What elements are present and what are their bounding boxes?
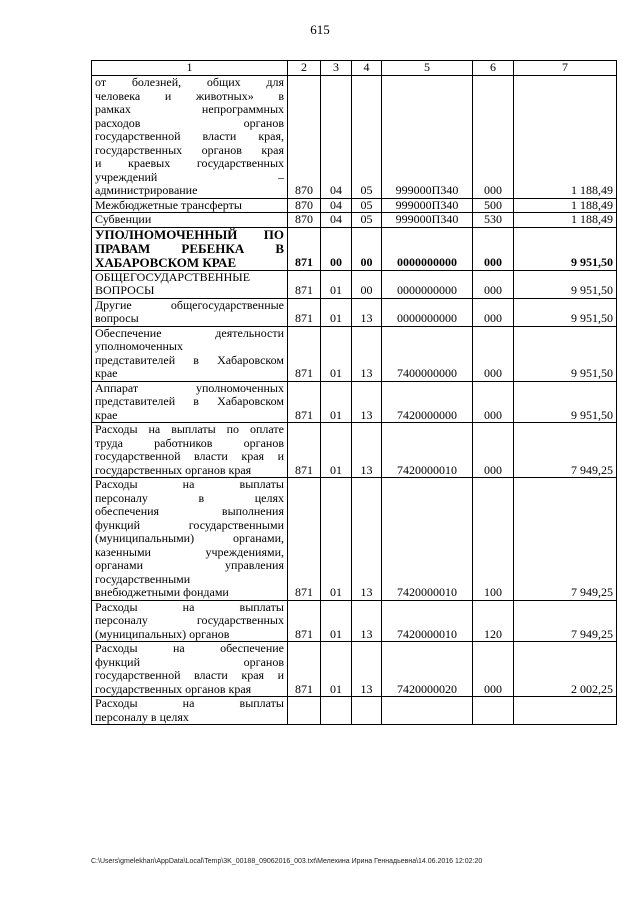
target-article-code: 7420000020	[382, 642, 473, 697]
row-name-line: представителей в Хабаровском	[95, 394, 284, 408]
amount	[514, 697, 617, 725]
ved-code	[288, 697, 321, 725]
column-header: 6	[473, 61, 514, 76]
amount: 2 002,25	[514, 642, 617, 697]
section-code: 00	[321, 227, 352, 270]
expense-type-code: 000	[473, 326, 514, 381]
section-code: 01	[321, 381, 352, 423]
section-code: 01	[321, 642, 352, 697]
row-name-line: представителей в Хабаровском	[95, 352, 284, 367]
row-name-line: Обеспечение деятельности	[95, 325, 284, 340]
budget-table	[91, 60, 617, 725]
ved-code: 871	[288, 298, 321, 326]
row-name-line: государственной власти края и	[95, 668, 284, 682]
column-header: 3	[321, 61, 352, 76]
row-name	[92, 423, 288, 478]
table-row	[92, 227, 617, 270]
row-name-line: крае	[95, 407, 118, 422]
expense-type-code: 530	[473, 213, 514, 228]
row-name-line: Субвенции	[95, 212, 152, 226]
amount: 7 949,25	[514, 478, 617, 601]
subsection-code: 00	[352, 270, 382, 298]
row-name	[92, 642, 288, 697]
target-article-code: 7420000010	[382, 600, 473, 642]
amount: 9 951,50	[514, 270, 617, 298]
row-name-line: обеспечения выполнения	[95, 504, 284, 518]
row-name	[92, 600, 288, 642]
row-name-line: администрирование	[95, 183, 198, 197]
target-article-code: 7420000010	[382, 423, 473, 478]
row-name	[92, 198, 288, 213]
row-name-line: труда работников органов	[95, 435, 284, 450]
row-name	[92, 381, 288, 423]
table-row	[92, 381, 617, 423]
row-name-line: органами управления	[95, 558, 284, 572]
ved-code: 871	[288, 381, 321, 423]
row-name	[92, 697, 288, 725]
table-row	[92, 642, 617, 697]
amount: 1 188,49	[514, 198, 617, 213]
row-name-line: государственными	[95, 571, 191, 586]
row-name-line: уполномоченных	[95, 339, 183, 353]
expense-type-code: 000	[473, 642, 514, 697]
ved-code: 870	[288, 76, 321, 199]
row-name-line: функций государственными	[95, 517, 284, 532]
expense-type-code: 000	[473, 423, 514, 478]
section-code: 04	[321, 213, 352, 228]
row-name-line: государственных органов края	[95, 681, 252, 696]
table-row	[92, 198, 617, 213]
expense-type-code	[473, 697, 514, 725]
row-name	[92, 478, 288, 601]
row-name-line: казенными учреждениями,	[95, 544, 284, 559]
row-name-line: от болезней, общих для	[95, 75, 284, 89]
section-code: 01	[321, 298, 352, 326]
ved-code: 871	[288, 270, 321, 298]
ved-code: 870	[288, 213, 321, 228]
row-name-line: Расходы на выплаты по оплате	[95, 422, 284, 436]
row-name-line: государственной власти края и	[95, 449, 284, 463]
row-name-line: государственной власти края,	[95, 129, 284, 143]
expense-type-code: 000	[473, 270, 514, 298]
row-name-line: персоналу в целях	[95, 709, 189, 724]
amount: 1 188,49	[514, 213, 617, 228]
row-name-line: Межбюджетные трансферты	[95, 197, 242, 212]
amount: 1 188,49	[514, 76, 617, 199]
ved-code: 871	[288, 326, 321, 381]
target-article-code: 0000000000	[382, 270, 473, 298]
amount: 9 951,50	[514, 298, 617, 326]
subsection-code: 13	[352, 326, 382, 381]
amount: 9 951,50	[514, 227, 617, 270]
row-name-line: учреждений –	[95, 169, 284, 184]
row-name-line: Расходы на выплаты	[95, 696, 284, 710]
column-header: 4	[352, 61, 382, 76]
expense-type-code: 000	[473, 381, 514, 423]
row-name-line: (муниципальных) органов	[95, 626, 230, 641]
target-article-code: 0000000000	[382, 298, 473, 326]
row-name-line: УПОЛНОМОЧЕННЫЙ ПО	[95, 226, 284, 242]
table-row	[92, 697, 617, 725]
section-code: 01	[321, 478, 352, 601]
subsection-code: 05	[352, 213, 382, 228]
footer-file-path: C:\Users\gmelekhan\AppData\Local\Temp\3K_00188_09062016_003.txt\Мелехина Ирина Геннадьевна\14.06.2016 12:02:20	[91, 858, 483, 865]
ved-code: 871	[288, 642, 321, 697]
row-name-line: Другие общегосударственные	[95, 297, 284, 312]
row-name-line: персоналу в целях	[95, 490, 284, 505]
target-article-code: 7420000010	[382, 478, 473, 601]
ved-code: 871	[288, 423, 321, 478]
section-code: 01	[321, 270, 352, 298]
subsection-code: 13	[352, 642, 382, 697]
table-row	[92, 478, 617, 601]
subsection-code: 13	[352, 423, 382, 478]
table-row	[92, 270, 617, 298]
row-name	[92, 213, 288, 228]
subsection-code: 13	[352, 298, 382, 326]
row-name-line: вопросы	[95, 311, 139, 325]
row-name-line: и краевых государственных	[95, 156, 284, 170]
page-number: 615	[310, 22, 330, 37]
target-article-code: 7420000000	[382, 381, 473, 423]
section-code: 01	[321, 423, 352, 478]
target-article-code: 7400000000	[382, 326, 473, 381]
row-name-line: персоналу государственных	[95, 613, 284, 627]
subsection-code: 13	[352, 600, 382, 642]
expense-type-code: 000	[473, 227, 514, 270]
table-row	[92, 326, 617, 381]
table-row	[92, 213, 617, 228]
row-name-line: ОБЩЕГОСУДАРСТВЕННЫЕ	[95, 269, 251, 284]
target-article-code: 0000000000	[382, 227, 473, 270]
section-code: 01	[321, 600, 352, 642]
target-article-code	[382, 697, 473, 725]
row-name-line: государственных органов края	[95, 142, 284, 157]
row-name	[92, 326, 288, 381]
row-name-line: ПРАВАМ РЕБЕНКА В	[95, 240, 284, 256]
column-header: 2	[288, 61, 321, 76]
row-name-line: Расходы на выплаты	[95, 599, 284, 614]
target-article-code: 999000П340	[382, 213, 473, 228]
target-article-code: 999000П340	[382, 76, 473, 199]
ved-code: 870	[288, 198, 321, 213]
row-name-line: Расходы на выплаты	[95, 477, 284, 491]
row-name-line: ХАБАРОВСКОМ КРАЕ	[95, 254, 237, 270]
section-code: 04	[321, 198, 352, 213]
section-code: 01	[321, 326, 352, 381]
expense-type-code: 000	[473, 298, 514, 326]
amount: 7 949,25	[514, 600, 617, 642]
table-row	[92, 423, 617, 478]
row-name-line: государственных органов края	[95, 462, 252, 477]
row-name-line: Расходы на обеспечение	[95, 641, 284, 655]
expense-type-code: 500	[473, 198, 514, 213]
row-name-line: внебюджетными фондами	[95, 585, 229, 599]
section-code: 04	[321, 76, 352, 199]
table-row	[92, 600, 617, 642]
column-header: 1	[92, 61, 288, 76]
row-name-line: крае	[95, 366, 118, 380]
column-header: 5	[382, 61, 473, 76]
amount: 9 951,50	[514, 326, 617, 381]
column-header: 7	[514, 61, 617, 76]
table-body	[92, 76, 617, 725]
row-name	[92, 227, 288, 270]
section-code	[321, 697, 352, 725]
table-row	[92, 76, 617, 199]
ved-code: 871	[288, 227, 321, 270]
row-name	[92, 76, 288, 199]
subsection-code: 05	[352, 76, 382, 199]
row-name-line: Аппарат уполномоченных	[95, 380, 284, 395]
table-header-row	[92, 61, 617, 76]
row-name-line: (муниципальными) органами,	[95, 531, 284, 545]
expense-type-code: 000	[473, 76, 514, 199]
amount: 9 951,50	[514, 381, 617, 423]
row-name-line: расходов органов	[95, 115, 284, 130]
target-article-code: 999000П340	[382, 198, 473, 213]
row-name	[92, 298, 288, 326]
subsection-code: 13	[352, 381, 382, 423]
table-row	[92, 298, 617, 326]
subsection-code: 00	[352, 227, 382, 270]
row-name-line: ВОПРОСЫ	[95, 283, 155, 297]
amount: 7 949,25	[514, 423, 617, 478]
expense-type-code: 120	[473, 600, 514, 642]
subsection-code	[352, 697, 382, 725]
row-name-line: рамках непрограммных	[95, 102, 284, 116]
row-name-line: функций органов	[95, 654, 284, 669]
subsection-code: 05	[352, 198, 382, 213]
expense-type-code: 100	[473, 478, 514, 601]
ved-code: 871	[288, 478, 321, 601]
subsection-code: 13	[352, 478, 382, 601]
row-name-line: человека и животных» в	[95, 88, 284, 103]
ved-code: 871	[288, 600, 321, 642]
row-name	[92, 270, 288, 298]
